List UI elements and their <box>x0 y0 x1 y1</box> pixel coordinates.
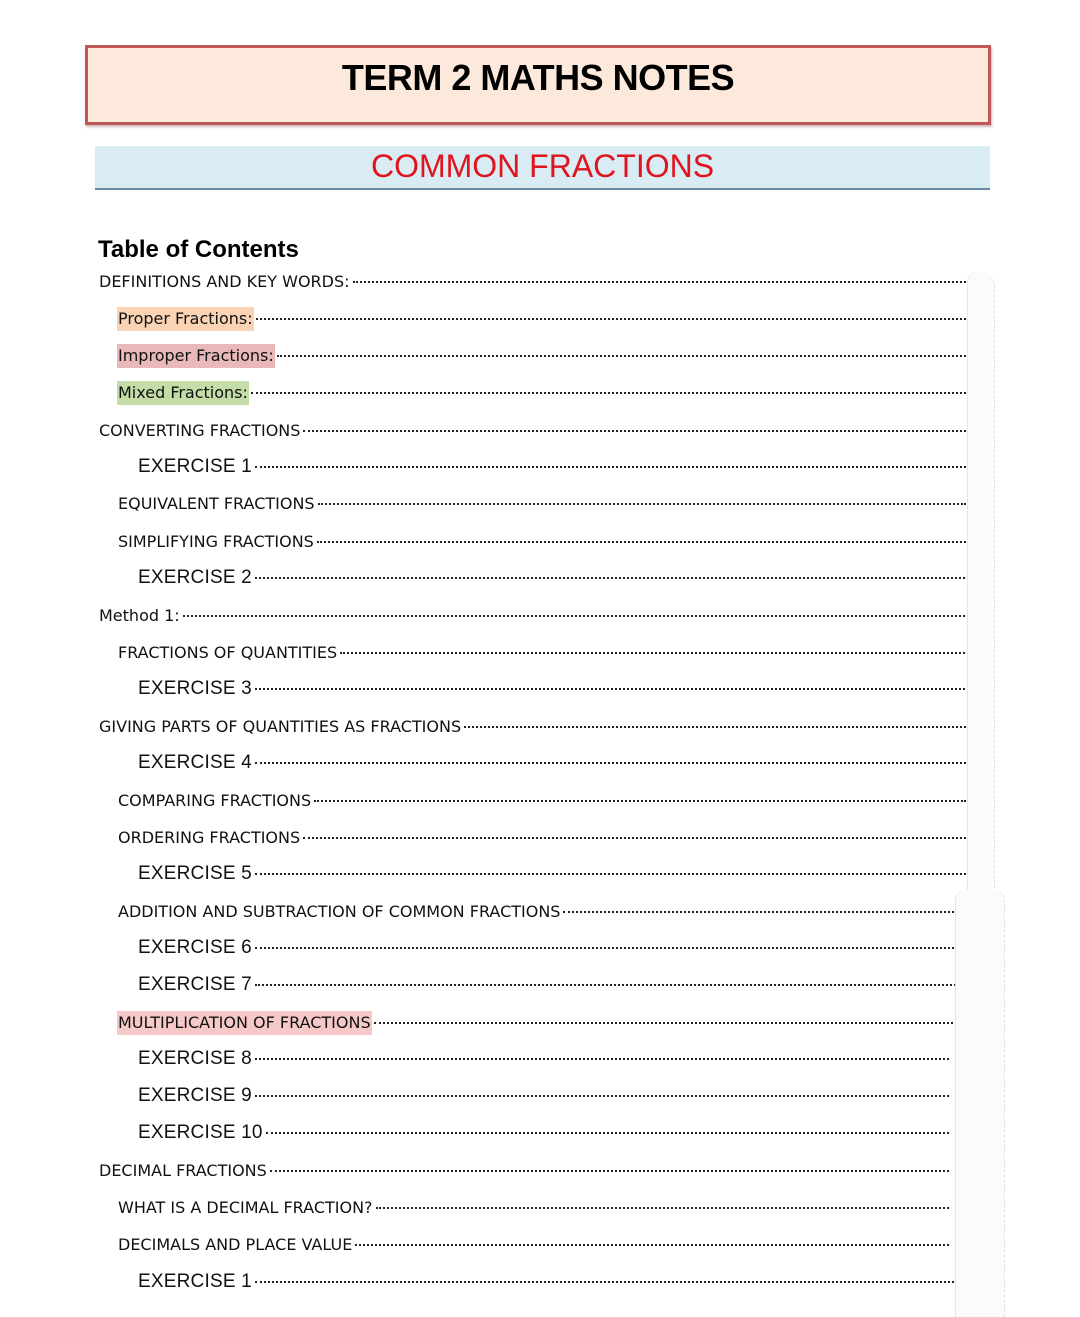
toc-entry-label: WHAT IS A DECIMAL FRACTION? <box>118 1198 373 1217</box>
toc-entry-label: EXERCISE 2 <box>138 567 252 588</box>
toc-entry-label: EXERCISE 1 <box>138 1271 252 1292</box>
toc-entry-label: ORDERING FRACTIONS <box>118 828 301 847</box>
toc-entry[interactable] <box>137 566 969 594</box>
toc-entry[interactable] <box>117 1196 949 1224</box>
toc-entry[interactable] <box>137 1270 962 1298</box>
toc-heading: Table of Contents <box>98 236 299 263</box>
dot-leader <box>255 984 956 986</box>
dot-leader <box>317 541 966 543</box>
section-title: COMMON FRACTIONS <box>370 148 715 184</box>
dot-leader <box>255 688 969 690</box>
document-title: TERM 2 MATHS NOTES <box>341 57 735 98</box>
toc-entry[interactable] <box>117 492 966 520</box>
toc-entry-label: DEFINITIONS AND KEY WORDS: <box>99 272 350 291</box>
toc-entry-label: Proper Fractions: <box>117 307 254 331</box>
toc-entry[interactable] <box>117 307 966 335</box>
dot-leader <box>255 1095 949 1097</box>
toc-entry-label: COMPARING FRACTIONS <box>118 791 312 810</box>
dot-leader <box>266 1132 949 1134</box>
toc-entry[interactable] <box>117 530 966 558</box>
toc-entry[interactable] <box>98 419 966 447</box>
toc-entry[interactable] <box>117 1233 949 1261</box>
toc-entry-label: Method 1: <box>99 606 180 625</box>
dot-leader <box>255 1058 949 1060</box>
dot-leader <box>314 800 966 802</box>
toc-entry-label: GIVING PARTS OF QUANTITIES AS FRACTIONS <box>99 717 462 736</box>
dot-leader <box>563 911 966 913</box>
toc-entry-label: EXERCISE 9 <box>138 1085 252 1106</box>
dot-leader <box>255 762 966 764</box>
toc-entry[interactable] <box>117 789 966 817</box>
dot-leader <box>183 615 969 617</box>
toc-entry-label: DECIMALS AND PLACE VALUE <box>118 1235 353 1254</box>
toc-entry[interactable] <box>117 344 966 372</box>
toc-entry[interactable] <box>137 973 956 1001</box>
toc-entry-label: EXERCISE 6 <box>138 937 252 958</box>
toc-entry-label: EXERCISE 8 <box>138 1048 252 1069</box>
dot-leader <box>464 726 966 728</box>
toc-entry-label: EXERCISE 3 <box>138 678 252 699</box>
dot-leader <box>251 392 966 394</box>
toc-entry[interactable] <box>117 826 966 854</box>
document-title-box <box>85 45 991 125</box>
toc-entry[interactable] <box>98 1159 949 1187</box>
toc-entry-label: EXERCISE 7 <box>138 974 252 995</box>
dot-leader <box>318 503 966 505</box>
toc-entry[interactable] <box>137 751 966 779</box>
page-number-redaction <box>955 890 1005 1317</box>
toc-entry-label: EQUIVALENT FRACTIONS <box>118 494 315 513</box>
dot-leader <box>255 1281 962 1283</box>
toc-entry[interactable] <box>98 715 966 743</box>
toc-entry[interactable] <box>137 862 966 890</box>
dot-leader <box>340 652 969 654</box>
toc-entry-label: MULTIPLICATION OF FRACTIONS <box>117 1011 372 1035</box>
toc-entry[interactable] <box>117 641 969 669</box>
dot-leader <box>277 355 966 357</box>
toc-entry[interactable] <box>137 1121 949 1149</box>
dot-leader <box>303 430 966 432</box>
toc-entry-label: CONVERTING FRACTIONS <box>99 421 301 440</box>
toc-entry-label: EXERCISE 10 <box>138 1122 263 1143</box>
toc-entry-label: SIMPLIFYING FRACTIONS <box>118 532 314 551</box>
dot-leader <box>353 281 966 283</box>
section-title-box <box>95 146 990 190</box>
dot-leader <box>256 318 966 320</box>
dot-leader <box>255 947 966 949</box>
dot-leader <box>376 1207 949 1209</box>
dot-leader <box>255 466 966 468</box>
toc-entry[interactable] <box>137 677 969 705</box>
toc-entry-label: DECIMAL FRACTIONS <box>99 1161 267 1180</box>
dot-leader <box>255 577 969 579</box>
toc-entry-label: EXERCISE 4 <box>138 752 252 773</box>
toc-entry-label: EXERCISE 1 <box>138 456 252 477</box>
toc-entry[interactable] <box>117 900 966 928</box>
toc-entry-label: Mixed Fractions: <box>117 381 249 405</box>
toc-entry-label: EXERCISE 5 <box>138 863 252 884</box>
dot-leader <box>303 837 966 839</box>
toc-entry[interactable] <box>98 604 969 632</box>
dot-leader <box>270 1170 949 1172</box>
toc-entry[interactable] <box>117 1011 953 1039</box>
dot-leader <box>355 1244 949 1246</box>
toc-entry[interactable] <box>137 1047 949 1075</box>
toc-entry-label: Improper Fractions: <box>117 344 275 368</box>
toc-entry[interactable] <box>117 381 966 409</box>
dot-leader <box>255 873 966 875</box>
page-number-redaction <box>967 272 995 892</box>
dot-leader <box>374 1022 953 1024</box>
toc-entry[interactable] <box>98 270 966 298</box>
toc-entry-label: FRACTIONS OF QUANTITIES <box>118 643 338 662</box>
toc-entry[interactable] <box>137 455 966 483</box>
toc-entry-label: ADDITION AND SUBTRACTION OF COMMON FRACTIONS <box>118 902 561 921</box>
toc-entry[interactable] <box>137 1084 949 1112</box>
toc-entry[interactable] <box>137 936 966 964</box>
